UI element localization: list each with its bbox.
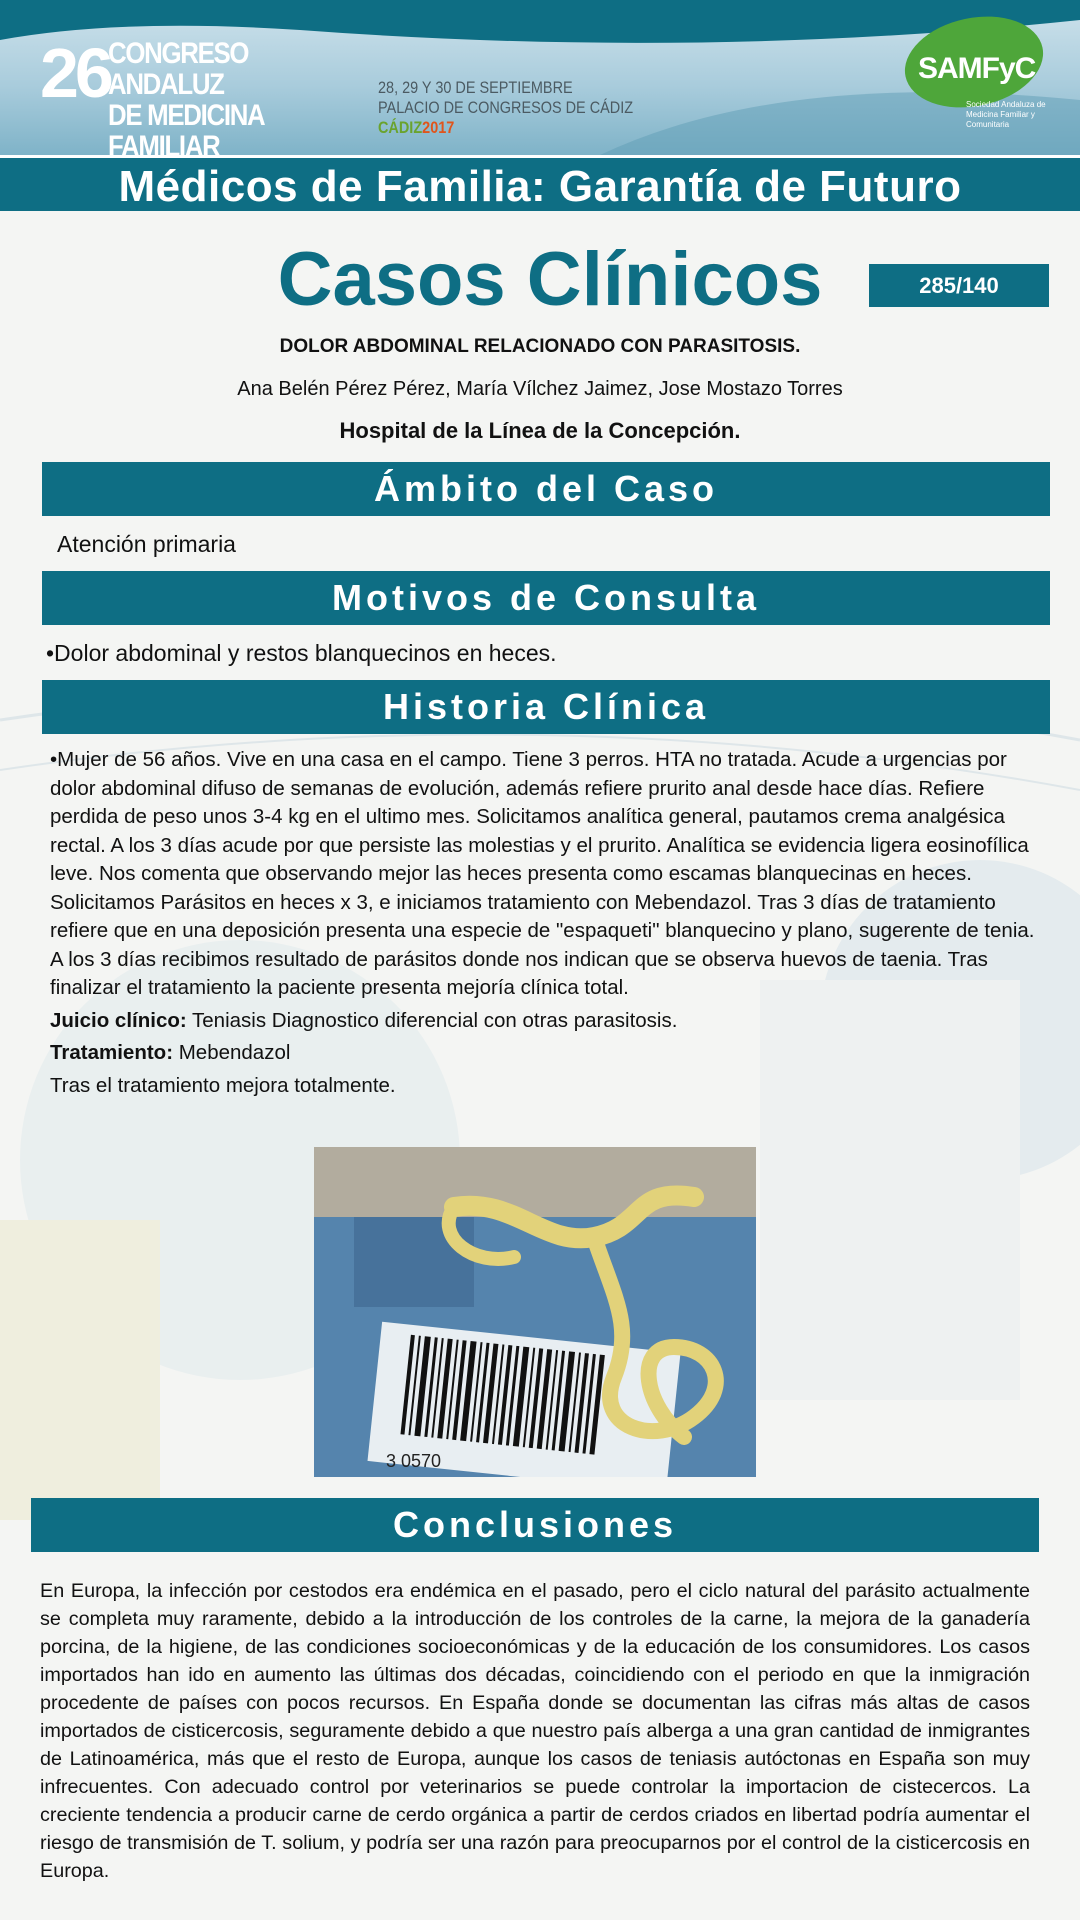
authors: Ana Belén Pérez Pérez, María Vílchez Jaimez, Jose Mostazo Torres (237, 378, 843, 400)
tapeworm-photo-illustration (314, 1147, 756, 1477)
ambito-text: Atención primaria (57, 531, 236, 557)
clinical-photo (314, 1147, 756, 1477)
section-heading-conclusiones: Conclusiones (31, 1498, 1039, 1552)
conclusiones-text: En Europa, la infección por cestodos era endémica en el pasado, pero el ciclo natural del parásito actualmente se completa muy raramente, debido a la introducción de los controles de la carne, la mejora de la ganadería porcina, de la higiene, de las condiciones socioeconómicas y de la educación de los consumidores. Los casos importados han ido en aumento las últimas dos décadas, coincidiendo con el periodo en que la inmigración procedente de países con pocos recursos. En España donde se documentan las cifras más altas de casos importados de cisticercosis, seguramente debido a que nuestro país alberga a una gran cantidad de inmigrantes de Latinoamérica, más que el resto de Europa, aunque los casos de teniasis autóctonas en España son muy infrecuentes. Con adecuado control por veterinarios se puede controlar la importacion de cistecercos. La creciente tendencia a producir carne de cerdo orgánica a partir de cerdos criados en libertad podría aumentar el riesgo de transmisión de T. solium, y podría ser una razón para preocuparnos por el control de la cisticercosis en Europa. (40, 1580, 1030, 1882)
historia-block (50, 746, 1050, 1100)
barcode-number: 3 0570 (386, 1451, 442, 1471)
historia-text: •Mujer de 56 años. Vive en una casa en el campo. Tiene 3 perros. HTA no tratada. Acude a urgencias por dolor abdominal difuso de semanas de evolución, además refiere prurito anal desde hace días. Refiere perdida de peso unos 3-4 kg en el ultimo mes. Solicitamos analítica general, pautamos crema analgésica rectal. A los 3 días acude por que persiste las molestias y el prurito. Analítica se evidencia ligera eosinofílica leve. Nos comenta que observando mejor las heces presenta como escamas blanquecinas en heces. Solicitamos Parásitos en heces x 3, e iniciamos tratamiento con Mebendazol. Tras 3 días de tratamiento refiere que en una deposición presenta una especie de "espaqueti" blanquecino y plano, sugerente de tenia. A los 3 días recibimos resultado de parásitos donde nos indican que se observa huevos de taenia. Tras finalizar el tratamiento la paciente presenta mejoría clínica total. (50, 748, 1035, 999)
tratamiento: Tratamiento: Mebendazol (50, 1041, 291, 1064)
congress-header (0, 0, 1080, 155)
poster-title: Casos Clínicos (277, 237, 823, 322)
congress-title: CONGRESO ANDALUZ DE MEDICINA FAMILIAR (108, 37, 264, 155)
congress-number: 26 (40, 34, 110, 112)
final-note: Tras el tratamiento mejora totalmente. (50, 1073, 396, 1097)
section-heading-ambito: Ámbito del Caso (42, 462, 1050, 516)
samfyc-logo (904, 18, 1044, 138)
section-heading-motivos: Motivos de Consulta (42, 571, 1050, 625)
motivos-text: •Dolor abdominal y restos blanquecinos en heces. (46, 640, 557, 666)
case-code-badge: 285/140 (869, 264, 1049, 307)
logo-text: SAMFyC (918, 52, 1036, 85)
case-title: DOLOR ABDOMINAL RELACIONADO CON PARASITOSIS. (279, 336, 801, 357)
juicio-clinico: Juicio clínico: Teniasis Diagnostico diferencial con otras parasitosis. (50, 1008, 678, 1032)
slogan-band (0, 155, 1080, 211)
section-heading-historia: Historia Clínica (42, 680, 1050, 734)
congress-dates: 28, 29 Y 30 DE SEPTIEMBRE PALACIO DE CONGRESOS DE CÁDIZ CÁDIZ2017 (378, 78, 634, 137)
logo-subtitle: Sociedad Andaluza de Medicina Familiar y Comunitaria (966, 100, 1046, 129)
slogan: Médicos de Familia: Garantía de Futuro (118, 162, 962, 211)
hospital: Hospital de la Línea de la Concepción. (339, 418, 741, 443)
